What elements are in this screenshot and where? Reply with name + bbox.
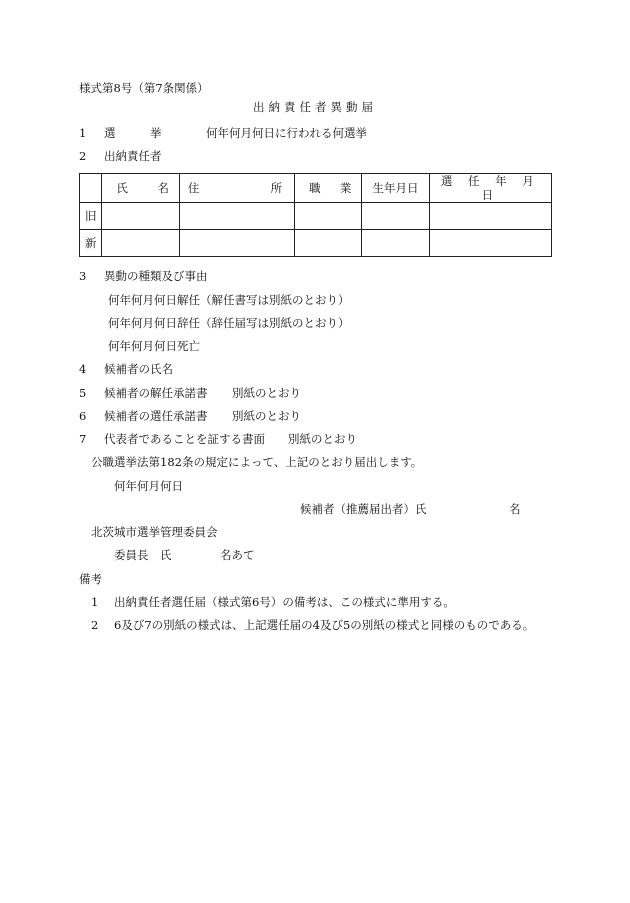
item-5-note: 別紙のとおり bbox=[232, 386, 301, 400]
table-header-row bbox=[80, 174, 552, 203]
remark-1-text: 出納責任者選任届（様式第6号）の備考は、この様式に準用する。 bbox=[114, 595, 455, 609]
remark-2-number: 2 bbox=[91, 618, 99, 632]
treasurer-table bbox=[79, 173, 552, 257]
cell-empty bbox=[179, 230, 294, 257]
item-7-number: 7 bbox=[79, 432, 87, 446]
item-4-number: 4 bbox=[79, 362, 87, 376]
item-1-number: 1 bbox=[79, 126, 87, 140]
form-reference: 様式第8号（第7条関係） bbox=[79, 81, 209, 95]
header-occupation: 職 業 bbox=[295, 174, 362, 203]
item-3-label: 異動の種類及び事由 bbox=[104, 269, 208, 283]
row-label-old: 旧 bbox=[80, 203, 102, 230]
addressee-chair: 委員長 氏 bbox=[114, 548, 172, 562]
header-appointment-date: 選 任 年 月 日 bbox=[429, 174, 551, 203]
addressee-suffix: 名あて bbox=[220, 548, 255, 562]
item-4-label: 候補者の氏名 bbox=[104, 362, 173, 376]
item-7-label: 代表者であることを証する書面 bbox=[104, 432, 265, 446]
table-row bbox=[80, 230, 552, 257]
item-5-label: 候補者の解任承諾書 bbox=[104, 386, 208, 400]
item-3-line-3: 何年何月何日死亡 bbox=[108, 339, 200, 353]
remark-1-number: 1 bbox=[91, 595, 99, 609]
cell-empty bbox=[102, 203, 179, 230]
item-6-note: 別紙のとおり bbox=[232, 409, 301, 423]
header-address: 住 所 bbox=[179, 174, 294, 203]
item-6-number: 6 bbox=[79, 409, 87, 423]
signer-label: 候補者（推薦届出者）氏 bbox=[300, 502, 427, 516]
table-row bbox=[80, 203, 552, 230]
row-label-new: 新 bbox=[80, 230, 102, 257]
cell-empty bbox=[295, 203, 362, 230]
item-7-note: 別紙のとおり bbox=[288, 432, 357, 446]
item-6-label: 候補者の選任承諾書 bbox=[104, 409, 208, 423]
header-name: 氏 名 bbox=[102, 174, 179, 203]
cell-empty bbox=[362, 203, 429, 230]
cell-empty bbox=[429, 230, 551, 257]
cell-empty bbox=[102, 230, 179, 257]
header-corner-cell bbox=[80, 174, 102, 203]
cell-empty bbox=[179, 203, 294, 230]
item-2-label: 出納責任者 bbox=[104, 149, 162, 163]
item-5-number: 5 bbox=[79, 386, 87, 400]
item-1-text: 何年何月何日に行われる何選挙 bbox=[206, 126, 367, 140]
remarks-heading: 備考 bbox=[79, 572, 102, 586]
signer-suffix: 名 bbox=[509, 502, 521, 516]
header-birthdate: 生年月日 bbox=[362, 174, 429, 203]
cell-empty bbox=[429, 203, 551, 230]
remark-2-text: 6及び7の別紙の様式は、上記選任届の4及び5の別紙の様式と同様のものである。 bbox=[114, 618, 535, 632]
cell-empty bbox=[295, 230, 362, 257]
cell-empty bbox=[362, 230, 429, 257]
item-3-number: 3 bbox=[79, 269, 87, 283]
document-title: 出納責任者異動届 bbox=[253, 100, 377, 114]
item-2-number: 2 bbox=[79, 149, 87, 163]
item-1-label: 選 挙 bbox=[104, 126, 162, 140]
item-3-line-1: 何年何月何日解任（解任書写は別紙のとおり） bbox=[108, 293, 350, 307]
statement-text: 公職選挙法第182条の規定によって、上記のとおり届出します。 bbox=[91, 455, 423, 469]
submission-date: 何年何月何日 bbox=[114, 479, 183, 493]
item-3-line-2: 何年何月何日辞任（辞任届写は別紙のとおり） bbox=[108, 316, 350, 330]
addressee-org: 北茨城市選挙管理委員会 bbox=[91, 525, 218, 539]
